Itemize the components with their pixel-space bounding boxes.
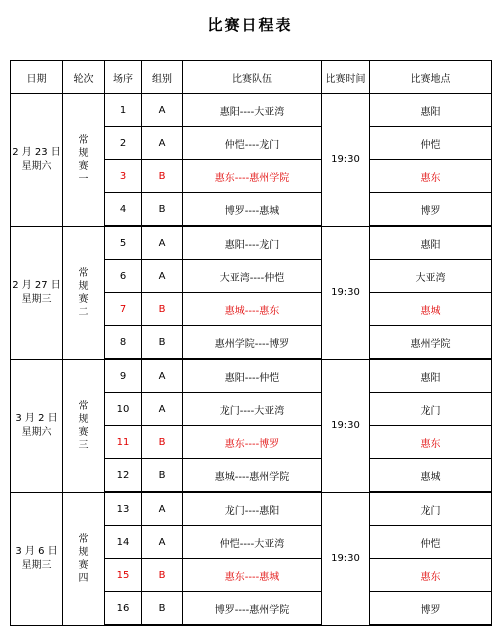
match-no-cell: 13 — [105, 492, 142, 526]
match-no-cell: 10 — [105, 393, 142, 426]
match-no-cell: 4 — [105, 193, 142, 227]
round-char: 规 — [78, 413, 89, 425]
teams-cell: 龙门----大亚湾 — [183, 393, 322, 426]
date-text: 2 月 23 日 — [12, 146, 61, 158]
venue-cell: 惠州学院 — [370, 326, 492, 360]
group-cell: B — [142, 160, 183, 193]
date-cell — [11, 226, 63, 359]
round-char: 规 — [78, 280, 89, 292]
teams-cell: 惠城----惠东 — [183, 293, 322, 326]
teams-cell: 惠州学院----博罗 — [183, 326, 322, 360]
teams-cell: 仲恺----龙门 — [183, 127, 322, 160]
match-no-cell: 12 — [105, 459, 142, 493]
teams-cell: 惠阳----龙门 — [183, 226, 322, 260]
venue-cell: 惠阳 — [370, 359, 492, 393]
round-char: 规 — [78, 147, 89, 159]
group-cell: A — [142, 492, 183, 526]
match-no-cell: 5 — [105, 226, 142, 260]
header-round: 轮次 — [63, 61, 105, 94]
teams-cell: 惠东----惠城 — [183, 559, 322, 592]
match-no-cell: 8 — [105, 326, 142, 360]
group-cell: B — [142, 426, 183, 459]
teams-cell: 龙门----惠阳 — [183, 492, 322, 526]
teams-cell: 惠东----博罗 — [183, 426, 322, 459]
round-char: 三 — [78, 439, 89, 451]
match-no-cell: 7 — [105, 293, 142, 326]
teams-cell: 仲恺----大亚湾 — [183, 526, 322, 559]
group-cell: B — [142, 592, 183, 626]
venue-cell: 仲恺 — [370, 526, 492, 559]
round-char: 常 — [78, 533, 89, 545]
table-row — [11, 492, 492, 526]
group-cell: A — [142, 127, 183, 160]
teams-cell: 博罗----惠城 — [183, 193, 322, 227]
date-text: 3 月 6 日 — [15, 545, 58, 557]
header-row — [11, 61, 492, 94]
group-cell: B — [142, 193, 183, 227]
venue-cell: 大亚湾 — [370, 260, 492, 293]
group-cell: B — [142, 459, 183, 493]
group-cell: B — [142, 293, 183, 326]
group-cell: A — [142, 526, 183, 559]
schedule-table — [10, 60, 492, 626]
venue-cell: 惠阳 — [370, 94, 492, 127]
round-cell — [63, 94, 105, 227]
match-no-cell: 15 — [105, 559, 142, 592]
group-cell: A — [142, 94, 183, 127]
round-char: 四 — [78, 572, 89, 584]
match-no-cell: 14 — [105, 526, 142, 559]
venue-cell: 龙门 — [370, 492, 492, 526]
header-teams: 比赛队伍 — [183, 61, 322, 94]
teams-cell: 惠阳----大亚湾 — [183, 94, 322, 127]
header-date: 日期 — [11, 61, 63, 94]
table-row — [11, 226, 492, 260]
round-char: 赛 — [78, 293, 89, 305]
weekday-text: 星期三 — [21, 559, 52, 571]
teams-cell: 博罗----惠州学院 — [183, 592, 322, 626]
date-text: 3 月 2 日 — [15, 412, 58, 424]
time-cell: 19:30 — [322, 359, 370, 492]
round-cell — [63, 359, 105, 492]
venue-cell: 惠阳 — [370, 226, 492, 260]
date-cell — [11, 492, 63, 625]
venue-cell: 仲恺 — [370, 127, 492, 160]
match-no-cell: 16 — [105, 592, 142, 626]
round-char: 赛 — [78, 160, 89, 172]
time-cell: 19:30 — [322, 226, 370, 359]
group-cell: A — [142, 393, 183, 426]
group-cell: B — [142, 559, 183, 592]
match-no-cell: 2 — [105, 127, 142, 160]
round-char: 规 — [78, 546, 89, 558]
weekday-text: 星期三 — [21, 293, 52, 305]
weekday-text: 星期六 — [21, 160, 52, 172]
teams-cell: 惠东----惠州学院 — [183, 160, 322, 193]
match-no-cell: 9 — [105, 359, 142, 393]
round-char: 常 — [78, 134, 89, 146]
venue-cell: 博罗 — [370, 592, 492, 626]
match-no-cell: 6 — [105, 260, 142, 293]
teams-cell: 大亚湾----仲恺 — [183, 260, 322, 293]
group-cell: A — [142, 226, 183, 260]
time-cell: 19:30 — [322, 94, 370, 227]
match-no-cell: 11 — [105, 426, 142, 459]
match-no-cell: 1 — [105, 94, 142, 127]
header-group: 组别 — [142, 61, 183, 94]
table-row — [11, 94, 492, 127]
round-char: 一 — [78, 173, 89, 185]
date-cell — [11, 359, 63, 492]
match-no-cell: 3 — [105, 160, 142, 193]
teams-cell: 惠城----惠州学院 — [183, 459, 322, 493]
round-char: 常 — [78, 267, 89, 279]
venue-cell: 惠东 — [370, 426, 492, 459]
venue-cell: 龙门 — [370, 393, 492, 426]
date-cell — [11, 94, 63, 227]
header-match-no: 场序 — [105, 61, 142, 94]
group-cell: A — [142, 260, 183, 293]
round-char: 二 — [78, 306, 89, 318]
table-row — [11, 359, 492, 393]
round-char: 常 — [78, 400, 89, 412]
venue-cell: 惠城 — [370, 293, 492, 326]
round-cell — [63, 226, 105, 359]
venue-cell: 惠东 — [370, 160, 492, 193]
venue-cell: 惠城 — [370, 459, 492, 493]
teams-cell: 惠阳----仲恺 — [183, 359, 322, 393]
round-char: 赛 — [78, 426, 89, 438]
date-text: 2 月 27 日 — [12, 279, 61, 291]
weekday-text: 星期六 — [21, 426, 52, 438]
round-char: 赛 — [78, 559, 89, 571]
group-cell: A — [142, 359, 183, 393]
header-time: 比赛时间 — [322, 61, 370, 94]
group-cell: B — [142, 326, 183, 360]
page-title: 比赛日程表 — [207, 16, 293, 34]
venue-cell: 博罗 — [370, 193, 492, 227]
round-cell — [63, 492, 105, 625]
time-cell: 19:30 — [322, 492, 370, 625]
venue-cell: 惠东 — [370, 559, 492, 592]
header-venue: 比赛地点 — [370, 61, 492, 94]
